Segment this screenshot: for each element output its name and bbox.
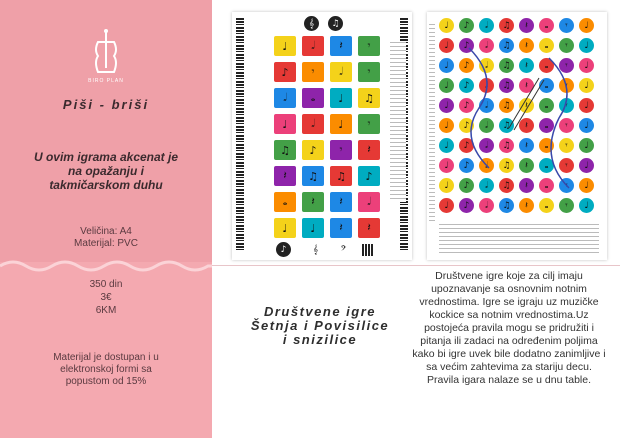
circle-cell: 𝅗𝅥: [479, 138, 494, 153]
piano-key: [236, 216, 244, 223]
piano-key: [236, 162, 244, 169]
piano-key: [236, 144, 244, 151]
circle-cell: ♪: [459, 58, 474, 73]
circle-cell: ♩: [439, 178, 454, 193]
game-board-povisilice: [427, 12, 607, 260]
circle-cell: 𝅝: [539, 178, 554, 193]
left-panel: [0, 0, 212, 438]
piano-key: [400, 216, 408, 223]
game-title-line3: i snizilice: [282, 332, 358, 347]
piano-key: [236, 189, 244, 196]
circle-cell: 𝄽: [519, 58, 534, 73]
piano-key: [400, 27, 408, 34]
note-cell: ♪: [358, 166, 380, 186]
piano-key: [236, 63, 244, 70]
note-cell: ♫: [358, 88, 380, 108]
circle-cell: ♩: [579, 98, 594, 113]
note-cell: 𝄽: [358, 218, 380, 238]
circle-cell: 𝅝: [539, 58, 554, 73]
piano-key: [236, 117, 244, 124]
circle-cell: 𝄾: [559, 98, 574, 113]
game-board-setnja: [232, 12, 412, 260]
piano-key: [400, 243, 408, 250]
note-icon: ♫: [328, 16, 343, 31]
circle-cell: ♫: [499, 178, 514, 193]
circle-cell: ♩: [439, 198, 454, 213]
circle-cell: 𝄽: [519, 38, 534, 53]
piano-key: [236, 171, 244, 178]
product-title: Piši - briši: [62, 97, 150, 112]
circle-cell: ♩: [579, 178, 594, 193]
piano-keys-left: [236, 18, 244, 252]
circle-cell: ♩: [439, 118, 454, 133]
circle-cell: ♩: [579, 58, 594, 73]
note-cell: 𝄽: [330, 218, 352, 238]
material-spec: Materijal: PVC: [74, 238, 138, 249]
circle-cell: ♫: [499, 98, 514, 113]
piano-key: [400, 207, 408, 214]
circle-cell: ♫: [499, 198, 514, 213]
note-cell: ♩: [274, 36, 296, 56]
note-cell: 𝄽: [274, 166, 296, 186]
wave-divider: [0, 258, 212, 272]
circle-cell: 𝅝: [539, 38, 554, 53]
circle-cell: 𝅝: [539, 78, 554, 93]
note-cell: ♫: [330, 166, 352, 186]
circle-cell: ♪: [459, 38, 474, 53]
circle-cell: 𝄽: [519, 198, 534, 213]
circle-cell: ♩: [579, 198, 594, 213]
note-cell: 𝅝: [274, 192, 296, 212]
section-divider: [212, 265, 620, 266]
note-cell: 𝄾: [330, 140, 352, 160]
circle-cell: 𝄽: [519, 78, 534, 93]
circle-cell: 𝅝: [539, 98, 554, 113]
circle-cell: ♩: [579, 138, 594, 153]
circle-cell: 𝅗𝅥: [479, 178, 494, 193]
circle-cell: 𝅗𝅥: [479, 78, 494, 93]
note-cell: ♩: [330, 88, 352, 108]
note-cell: 𝅗𝅥: [302, 114, 324, 134]
circle-cell: ♪: [459, 78, 474, 93]
circle-cell: 𝄾: [559, 138, 574, 153]
piano-key: [236, 90, 244, 97]
circle-cell: 𝄾: [559, 38, 574, 53]
circle-cell: 𝅗𝅥: [479, 58, 494, 73]
circle-cell: 𝅗𝅥: [479, 158, 494, 173]
qr-code-icon: [362, 244, 374, 256]
circle-cell: ♩: [439, 78, 454, 93]
piano-key: [400, 18, 408, 25]
circle-cell: ♩: [439, 38, 454, 53]
circle-cell: 𝄾: [559, 58, 574, 73]
piano-key: [236, 198, 244, 205]
piano-key: [236, 36, 244, 43]
note-cell: 𝅗𝅥: [274, 88, 296, 108]
circle-cell: 𝄾: [559, 18, 574, 33]
rules-text-block: [390, 42, 406, 202]
note-cell: 𝄾: [358, 62, 380, 82]
note-cell: 𝄾: [358, 114, 380, 134]
circle-cell: ♩: [439, 98, 454, 113]
violin-logo-icon: [86, 28, 126, 78]
circle-cell: 𝅗𝅥: [479, 198, 494, 213]
game-description: [411, 270, 607, 387]
circle-cell: 𝄽: [519, 118, 534, 133]
piano-key: [236, 81, 244, 88]
circle-cell: 𝅗𝅥: [479, 38, 494, 53]
piano-key: [236, 72, 244, 79]
note-cell: 𝄽: [358, 140, 380, 160]
circle-cell: ♫: [499, 78, 514, 93]
piano-key: [236, 27, 244, 34]
rules-text-block-left: [429, 24, 435, 224]
circle-cell: ♪: [459, 158, 474, 173]
note-cell: ♪: [302, 140, 324, 160]
note-cell: ♪: [274, 62, 296, 82]
circle-cell: 𝄾: [559, 178, 574, 193]
circle-cell: ♫: [499, 58, 514, 73]
description-text: Društvene igre koje za cilj imaju upoznavanje sa osnovnim notnim vrednostima. Igre se igraju uz muzičke kockice sa notnim vrednostima.Uz postojeća pravila mogu se pridružiti i pitanja ili zadaci na određenim poljima kako bi igre uvek bile dodatno zanimljive i sa većim zahtevima za stariju decu.: [412, 270, 606, 373]
size-spec: Veličina: A4: [80, 226, 132, 237]
note-cell: ♫: [302, 166, 324, 186]
circle-cell: ♩: [579, 158, 594, 173]
circle-cell: ♫: [499, 118, 514, 133]
circle-cell: 𝅗𝅥: [479, 18, 494, 33]
price-eur: 3€: [100, 292, 112, 303]
note-cell: 𝄾: [358, 36, 380, 56]
circle-cell: 𝅝: [539, 198, 554, 213]
bass-clef-icon: 𝄢: [336, 242, 351, 257]
circle-cell: 𝄽: [519, 98, 534, 113]
tagline: U ovim igrama akcenat je na opažanju i takmičarskom duhu: [33, 150, 179, 192]
circle-cell: ♫: [499, 38, 514, 53]
circle-cell: 𝅝: [539, 158, 554, 173]
circle-cell: 𝄾: [559, 158, 574, 173]
note-cell: 𝄾: [302, 62, 324, 82]
note-cell: ♫: [274, 140, 296, 160]
piano-key: [236, 108, 244, 115]
piano-key: [236, 135, 244, 142]
circle-cell: ♩: [439, 58, 454, 73]
rules-text-block-bottom: [439, 224, 599, 254]
circle-cell: 𝅝: [539, 118, 554, 133]
circle-cell: ♩: [439, 18, 454, 33]
note-cell: ♩: [274, 218, 296, 238]
note-grid: [274, 36, 380, 238]
piano-key: [236, 54, 244, 61]
circle-cell: ♪: [459, 138, 474, 153]
circle-cell: ♩: [579, 118, 594, 133]
circle-cell: ♩: [439, 158, 454, 173]
rules-footer: Pravila igara nalaze se u dnu table.: [426, 374, 592, 386]
note-cell: 𝅝: [302, 88, 324, 108]
circle-cell: 𝄽: [519, 178, 534, 193]
availability-note: Materijal je dostupan i u elektronskoj formi sa popustom od 15%: [53, 352, 159, 387]
piano-key: [236, 153, 244, 160]
circle-cell: 𝄾: [559, 78, 574, 93]
circle-cell: ♩: [439, 138, 454, 153]
circle-cell: 𝅗𝅥: [479, 118, 494, 133]
circle-cell: 𝅝: [539, 138, 554, 153]
circle-cell: 𝅝: [539, 18, 554, 33]
circle-cell: 𝄽: [519, 158, 534, 173]
circle-cell: ♩: [579, 78, 594, 93]
violin-icon: ♪: [276, 242, 291, 257]
snakes-ladders-overlay: [439, 18, 599, 218]
piano-key: [236, 243, 244, 250]
note-cell: 𝄽: [330, 192, 352, 212]
price-km: 6KM: [95, 305, 117, 316]
piano-key: [236, 225, 244, 232]
note-cell: 𝅗𝅥: [302, 36, 324, 56]
circle-cell: 𝄽: [519, 18, 534, 33]
piano-key: [236, 234, 244, 241]
piano-key: [236, 45, 244, 52]
piano-key: [236, 126, 244, 133]
piano-key: [400, 234, 408, 241]
note-cell: 𝄽: [330, 36, 352, 56]
piano-key: [236, 180, 244, 187]
note-cell: 𝅗𝅥: [330, 62, 352, 82]
circle-cell: 𝅗𝅥: [479, 98, 494, 113]
treble-clef-bottom-icon: 𝄞: [308, 242, 323, 257]
price-rsd: 350 din: [89, 279, 123, 290]
logo-text: BIRO PLAN: [88, 78, 124, 84]
circle-cell: 𝄾: [559, 118, 574, 133]
circle-cell: ♫: [499, 18, 514, 33]
circle-cell: ♪: [459, 178, 474, 193]
piano-key: [400, 225, 408, 232]
circle-cell: ♫: [499, 158, 514, 173]
piano-key: [236, 99, 244, 106]
circle-cell: ♪: [459, 198, 474, 213]
game-title-line2: Šetnja i Povisilice: [250, 318, 390, 333]
note-cell: ♩: [302, 218, 324, 238]
note-cell: 𝅗𝅥: [358, 192, 380, 212]
treble-clef-icon: 𝄞: [304, 16, 319, 31]
note-cell: ♩: [274, 114, 296, 134]
piano-key: [236, 18, 244, 25]
game-title-line1: Društvene igre: [263, 304, 377, 319]
circle-cell: ♩: [579, 38, 594, 53]
circle-cell: 𝄾: [559, 198, 574, 213]
circle-cell: ♩: [579, 18, 594, 33]
circle-cell: ♪: [459, 118, 474, 133]
circle-cell: ♪: [459, 18, 474, 33]
circle-cell: 𝄽: [519, 138, 534, 153]
piano-key: [236, 207, 244, 214]
circle-cell: ♪: [459, 98, 474, 113]
note-cell: 𝄽: [302, 192, 324, 212]
note-cell: ♩: [330, 114, 352, 134]
game-title: [225, 305, 415, 347]
circle-cell: ♫: [499, 138, 514, 153]
